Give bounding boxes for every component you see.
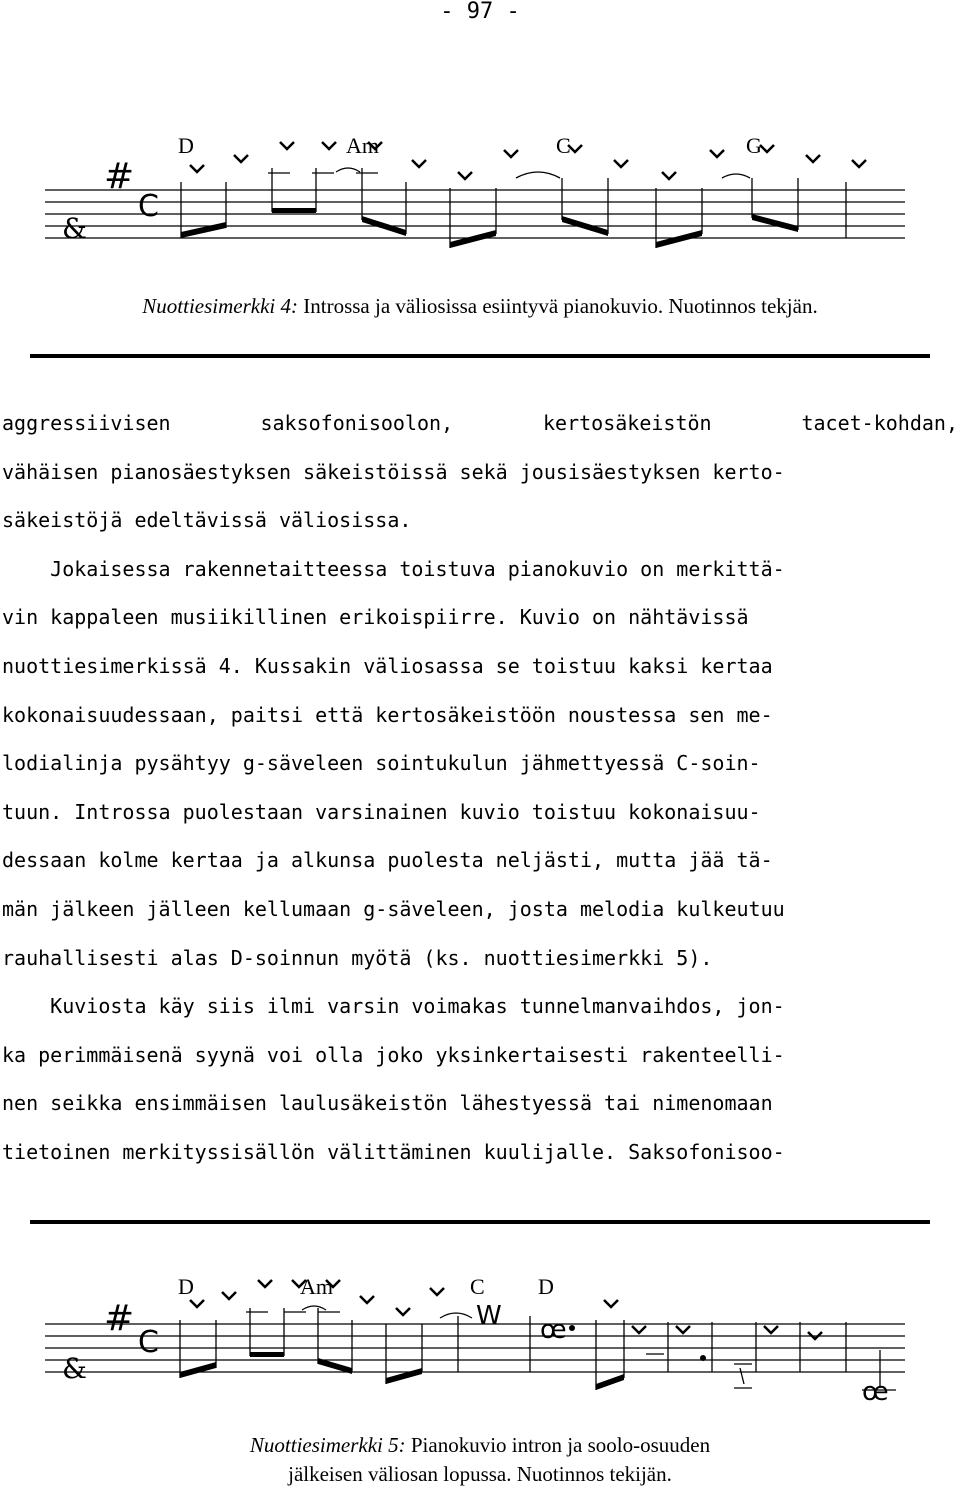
whole-note-icon: W: [476, 1301, 502, 1331]
treble-clef-icon: &: [62, 1352, 87, 1385]
chord-c: C: [470, 1274, 485, 1299]
text-line: Kuviosta käy siis ilmi varsin voimakas tunnelmanvaihdos, jon-: [2, 994, 785, 1019]
text-line: aggressiivisen saksofonisoolon, kertosäkeistön tacet-kohdan,: [2, 411, 958, 435]
time-signature: C: [138, 189, 159, 224]
text-line: Jokaisessa rakennetaitteessa toistuva pianokuvio on merkittä-: [2, 556, 785, 581]
text-line: rauhallisesti alas D-soinnun myötä (ks. nuottiesimerkki 5).: [2, 945, 713, 970]
beams: [180, 1325, 706, 1390]
text-line: tietoinen merkityssisällön välittäminen kuulijalle. Saksofonisoo-: [2, 1139, 785, 1164]
sharp-icon: #: [104, 156, 135, 197]
text-line: säkeistöjä edeltävissä väliosissa.: [2, 508, 412, 533]
stems: [180, 1308, 880, 1390]
text-line: kokonaisuudessaan, paitsi että kertosäkeistöön noustessa sen me-: [2, 702, 773, 727]
chord-am: Am: [300, 1274, 333, 1299]
chord-am: Am: [346, 133, 379, 158]
caption-label: Nuottiesimerkki 5:: [249, 1433, 406, 1457]
text-line: vähäisen pianosäestyksen säkeistöissä sekä jousisäestyksen kerto-: [2, 459, 785, 484]
staff-figure-5: [0, 1260, 960, 1440]
text-line: dessaan kolme kertaa ja alkunsa puolesta neljästi, mutta jää tä-: [2, 848, 773, 873]
note-icon: œ: [540, 1315, 567, 1345]
figure-4-caption: [0, 292, 960, 321]
caption-text: Introssa ja väliosissa esiintyvä pianokuvio. Nuotinnos tekjän.: [298, 294, 818, 318]
text-line: vin kappaleen musiikillinen erikoispiirre. Kuvio on nähtävissä: [2, 605, 749, 630]
ties: [268, 168, 750, 178]
body-text: [2, 399, 958, 1177]
note-icon: œ: [862, 1377, 889, 1407]
caption-text-line-1: Pianokuvio intron ja soolo-osuuden: [405, 1433, 711, 1457]
caption-label: Nuottiesimerkki 4:: [142, 294, 299, 318]
divider-bottom: [30, 1220, 930, 1224]
music-example-4: [0, 120, 960, 270]
text-line: nuottiesimerkissä 4. Kussakin väliosassa se toistuu kaksi kertaa: [2, 653, 773, 678]
chord-g: G: [746, 133, 762, 158]
text-line: nen seikka ensimmäisen laulusäkeistön lähestyessä tai nimenomaan: [2, 1091, 773, 1116]
chord-d-second: D: [538, 1274, 554, 1299]
chord-c: C: [556, 133, 571, 158]
caption-text-line-2: jälkeisen väliosan lopussa. Nuotinnos tekijän.: [288, 1462, 672, 1486]
music-example-5: [0, 1260, 960, 1440]
text-line: lodialinja pysähtyy g-säveleen sointukulun jähmettyessä C-soin-: [2, 751, 761, 776]
time-signature: C: [138, 1325, 159, 1360]
chord-d: D: [178, 1274, 194, 1299]
noteheads: [190, 1280, 822, 1339]
staff-lines: [45, 190, 905, 238]
staff-lines: [45, 1324, 905, 1372]
divider-top: [30, 354, 930, 358]
figure-5-caption: [0, 1431, 960, 1489]
treble-clef-icon: &: [62, 212, 87, 245]
text-line: tuun. Introssa puolestaan varsinainen kuvio toistuu kokonaisuu-: [2, 799, 761, 824]
sharp-icon: #: [104, 1298, 135, 1339]
text-line: män jälkeen jälleen kellumaan g-säveleen, josta melodia kulkeutuu: [2, 896, 785, 921]
page-number: - 97 -: [440, 0, 520, 24]
text-line: ka perimmäisenä syynä voi olla joko yksinkertaisesti rakenteelli-: [2, 1042, 785, 1067]
staff-figure-4: [0, 120, 960, 270]
chord-d: D: [178, 133, 194, 158]
